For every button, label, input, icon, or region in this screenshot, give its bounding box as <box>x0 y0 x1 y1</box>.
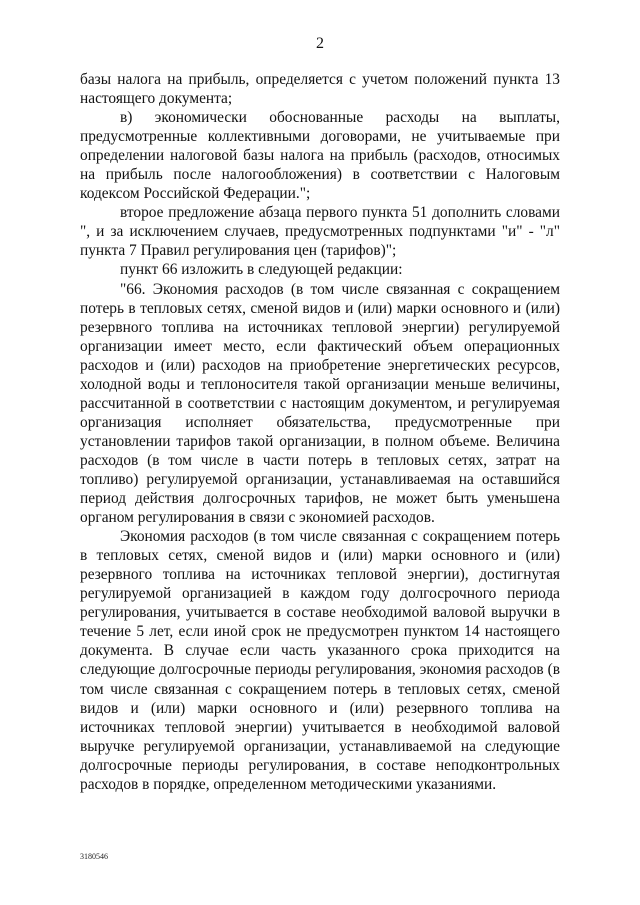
paragraph-1: базы налога на прибыль, определяется с учетом положений пункта 13 настоящего документа; <box>80 71 560 108</box>
page-number: 2 <box>316 35 324 52</box>
paragraph-3: второе предложение абзаца первого пункта 51 дополнить словами ", и за исключением случаев, предусмотренных подпунктами "и" - "л" пункта 7 Правил регулирования цен (тарифов)"; <box>80 204 560 260</box>
paragraph-4: пункт 66 изложить в следующей редакции: <box>120 261 403 279</box>
paragraph-2: в) экономически обоснованные расходы на выплаты, предусмотренные коллективными договорами, не учитываемые при определении налоговой базы налога на прибыль (расходов, относимых на прибыль после налогообложения) в соответствии с Налоговым кодексом Российской Федерации."; <box>80 109 560 203</box>
document-code: 3180546 <box>80 852 108 861</box>
paragraph-5: "66. Экономия расходов (в том числе связанная с сокращением потерь в тепловых сетях, сменой видов и (или) марки основного и (или) резервного топлива на источниках тепловой энергии) регулируемой организации имеет место, если фактический объем операционных расходов и (или) расходов на приобретение энергетических ресурсов, холодной воды и теплоносителя такой организации меньше величины, рассчитанной в соответствии с настоящим документом, и регулируемая организация исполняет обязательства, предусмотренные при установлении тарифов такой организации, в полном объеме. Величина расходов (в том числе в части потерь в тепловых сетях, затрат на топливо) регулируемой организации, устанавливаемая на оставшийся период действия долгосрочных тарифов, не может быть уменьшена органом регулирования в связи с экономией расходов. <box>80 280 560 527</box>
paragraph-6: Экономия расходов (в том числе связанная с сокращением потерь в тепловых сетях, сменой видов и (или) марки основного и (или) резервного топлива на источниках тепловой энергии), достигнутая регулируемой организацией в каждом году долгосрочного периода регулирования, учитывается в составе необходимой валовой выручки в течение 5 лет, если иной срок не предусмотрен пунктом 14 настоящего документа. В случае если часть указанного срока приходится на следующие долгосрочные периоды регулирования, экономия расходов (в том числе связанная с сокращением потерь в тепловых сетях, сменой видов и (или) марки основного и (или) резервного топлива на источниках тепловой энергии) учитывается в необходимой валовой выручке регулируемой организации, устанавливаемой на следующие долгосрочные периоды регулирования, в составе неподконтрольных расходов в порядке, определенном методическими указаниями. <box>80 528 560 793</box>
document-body <box>80 70 560 794</box>
